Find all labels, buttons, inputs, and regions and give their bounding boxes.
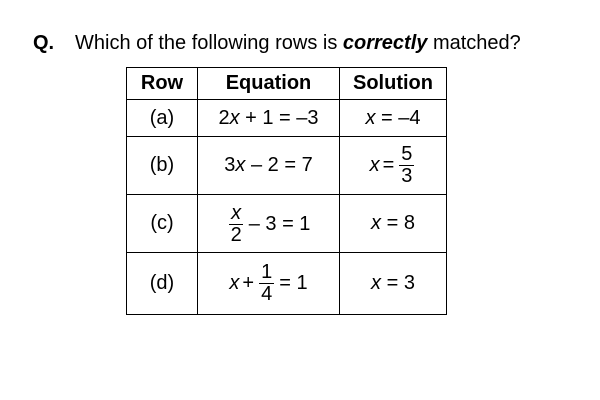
equation-variable: x bbox=[235, 154, 246, 176]
question bbox=[33, 32, 521, 55]
row-label: (a) bbox=[127, 100, 198, 137]
solution-cell bbox=[340, 137, 447, 195]
equation-coefficient: 3 bbox=[224, 154, 236, 176]
equation-rest: – 2 = 7 bbox=[245, 154, 313, 176]
table-header-row bbox=[127, 68, 447, 100]
equation-rest: = 1 bbox=[279, 272, 308, 294]
fraction-denominator: 3 bbox=[401, 165, 413, 187]
header-equation: Equation bbox=[198, 68, 340, 100]
solution-cell bbox=[340, 253, 447, 315]
row-label: (c) bbox=[127, 195, 198, 253]
equation-plus: + bbox=[242, 272, 255, 294]
equation-variable: x bbox=[229, 106, 240, 129]
question-emphasis: correctly bbox=[342, 32, 428, 54]
equation-cell bbox=[198, 100, 340, 137]
row-label: (b) bbox=[127, 137, 198, 195]
solution-variable: x bbox=[371, 272, 382, 294]
fraction-numerator: 1 bbox=[261, 261, 273, 283]
solution-rest: = 8 bbox=[381, 212, 415, 234]
fraction-denominator: 2 bbox=[230, 223, 242, 246]
question-text-before: Which of the following rows is bbox=[75, 32, 343, 54]
equation-cell bbox=[198, 137, 340, 195]
table-row bbox=[127, 137, 447, 195]
equation-rest: – 3 = 1 bbox=[248, 212, 311, 235]
fraction-numerator: x bbox=[231, 201, 242, 224]
solution-fraction bbox=[399, 144, 414, 187]
table-row bbox=[127, 195, 447, 253]
equation-cell bbox=[198, 195, 340, 253]
fraction-numerator: 5 bbox=[401, 143, 413, 165]
equation-rest: + 1 = –3 bbox=[239, 106, 319, 129]
question-text-after: matched? bbox=[427, 32, 521, 54]
solution-variable: x bbox=[365, 106, 376, 129]
equation-fraction bbox=[259, 262, 274, 305]
table-row bbox=[127, 100, 447, 137]
equation-fraction bbox=[229, 203, 244, 246]
solution-equals: = bbox=[382, 154, 395, 176]
equation-coefficient: 2 bbox=[218, 106, 230, 129]
solution-cell bbox=[340, 100, 447, 137]
equation-variable: x bbox=[229, 272, 240, 294]
header-solution: Solution bbox=[340, 68, 447, 100]
solution-rest: = –4 bbox=[375, 106, 421, 129]
solution-variable: x bbox=[369, 154, 380, 176]
solution-cell bbox=[340, 195, 447, 253]
equation-cell bbox=[198, 253, 340, 315]
solution-variable: x bbox=[371, 212, 382, 234]
question-number: Q. bbox=[33, 32, 55, 54]
fraction-denominator: 4 bbox=[261, 283, 273, 305]
matching-table bbox=[126, 67, 447, 315]
row-label: (d) bbox=[127, 253, 198, 315]
header-row: Row bbox=[127, 68, 198, 100]
solution-rest: = 3 bbox=[381, 272, 415, 294]
table-row bbox=[127, 253, 447, 315]
